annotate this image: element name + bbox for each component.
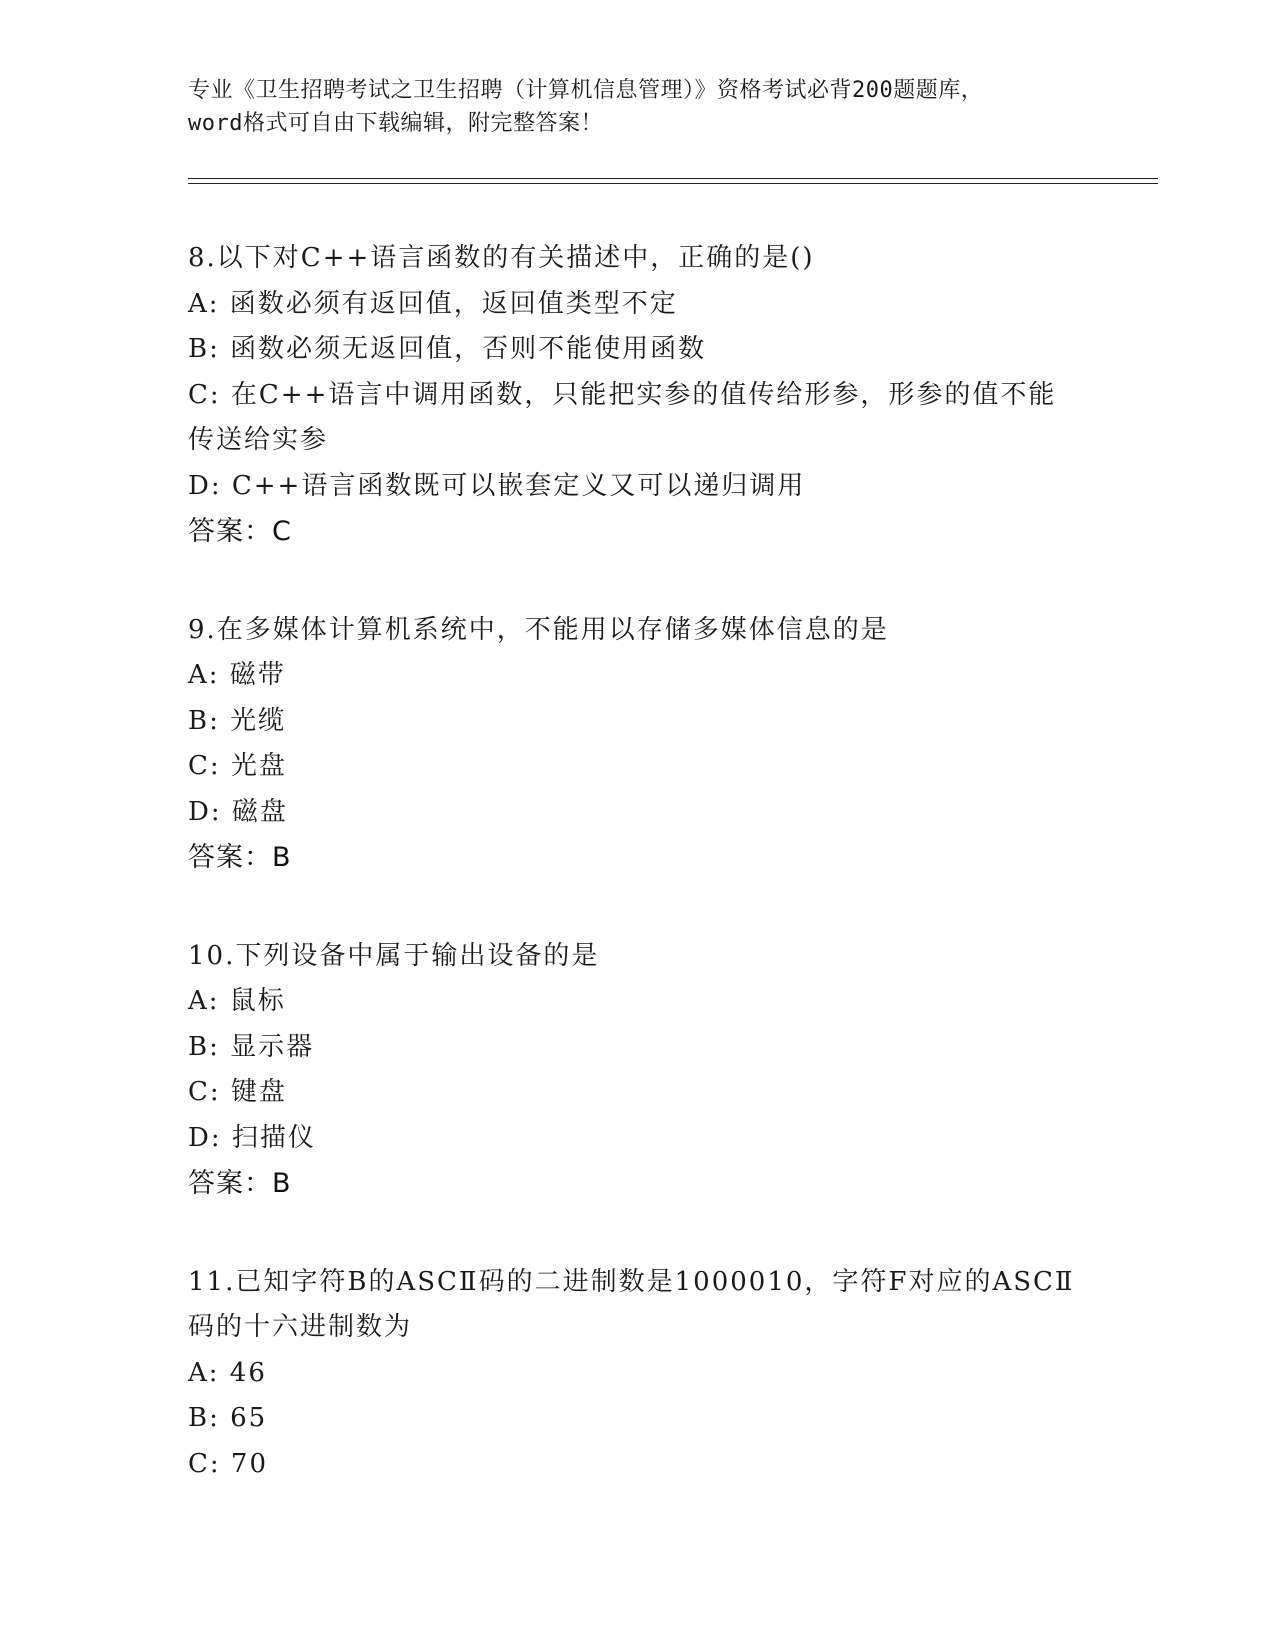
question-block [188, 608, 1128, 881]
answer-option: A: 磁带 [188, 660, 286, 690]
answer-option: B: 65 [188, 1403, 268, 1433]
answer-option: B: 光缆 [188, 705, 287, 736]
answer-option: D: 磁盘 [188, 796, 288, 827]
question-stem: 11.已知字符B的ASCⅡ码的二进制数是1000010，字符F对应的ASCⅡ [188, 1266, 1075, 1297]
header-line-1: 专业《卫生招聘考试之卫生招聘（计算机信息管理）》资格考试必背200题题库， [188, 78, 984, 103]
document-header [188, 74, 1088, 140]
question-list [188, 236, 1128, 1540]
answer-option: B: 函数必须无返回值，否则不能使用函数 [188, 334, 707, 364]
header-line-2: word格式可自由下载编辑，附完整答案！ [188, 111, 603, 136]
question-stem: 8.以下对C++语言函数的有关描述中，正确的是() [188, 243, 815, 273]
answer-option: A: 函数必须有返回值，返回值类型不定 [188, 288, 678, 319]
answer-option: 传送给实参 [188, 425, 329, 455]
question-block [188, 236, 1128, 555]
answer-option: A: 46 [188, 1357, 267, 1388]
answer-option: C: 在C++语言中调用函数，只能把实参的值传给形参，形参的值不能 [188, 379, 1057, 410]
answer-key: 答案：B [188, 1168, 292, 1199]
question-stem: 10.下列设备中属于输出设备的是 [188, 940, 600, 971]
answer-key: 答案：B [188, 842, 292, 873]
question-block [188, 1260, 1128, 1488]
header-divider-bottom [188, 183, 1158, 184]
question-block [188, 934, 1128, 1207]
question-stem: 码的十六进制数为 [188, 1312, 413, 1342]
answer-option: C: 70 [188, 1448, 269, 1479]
header-divider-top [188, 178, 1158, 179]
answer-option: C: 光盘 [188, 751, 287, 781]
answer-option: C: 键盘 [188, 1077, 287, 1107]
answer-key: 答案：C [188, 516, 292, 547]
answer-option: B: 显示器 [188, 1031, 315, 1062]
question-stem: 9.在多媒体计算机系统中，不能用以存储多媒体信息的是 [188, 614, 889, 645]
answer-option: D: 扫描仪 [188, 1122, 316, 1153]
answer-option: A: 鼠标 [188, 986, 286, 1016]
answer-option: D: C++语言函数既可以嵌套定义又可以递归调用 [188, 470, 806, 501]
